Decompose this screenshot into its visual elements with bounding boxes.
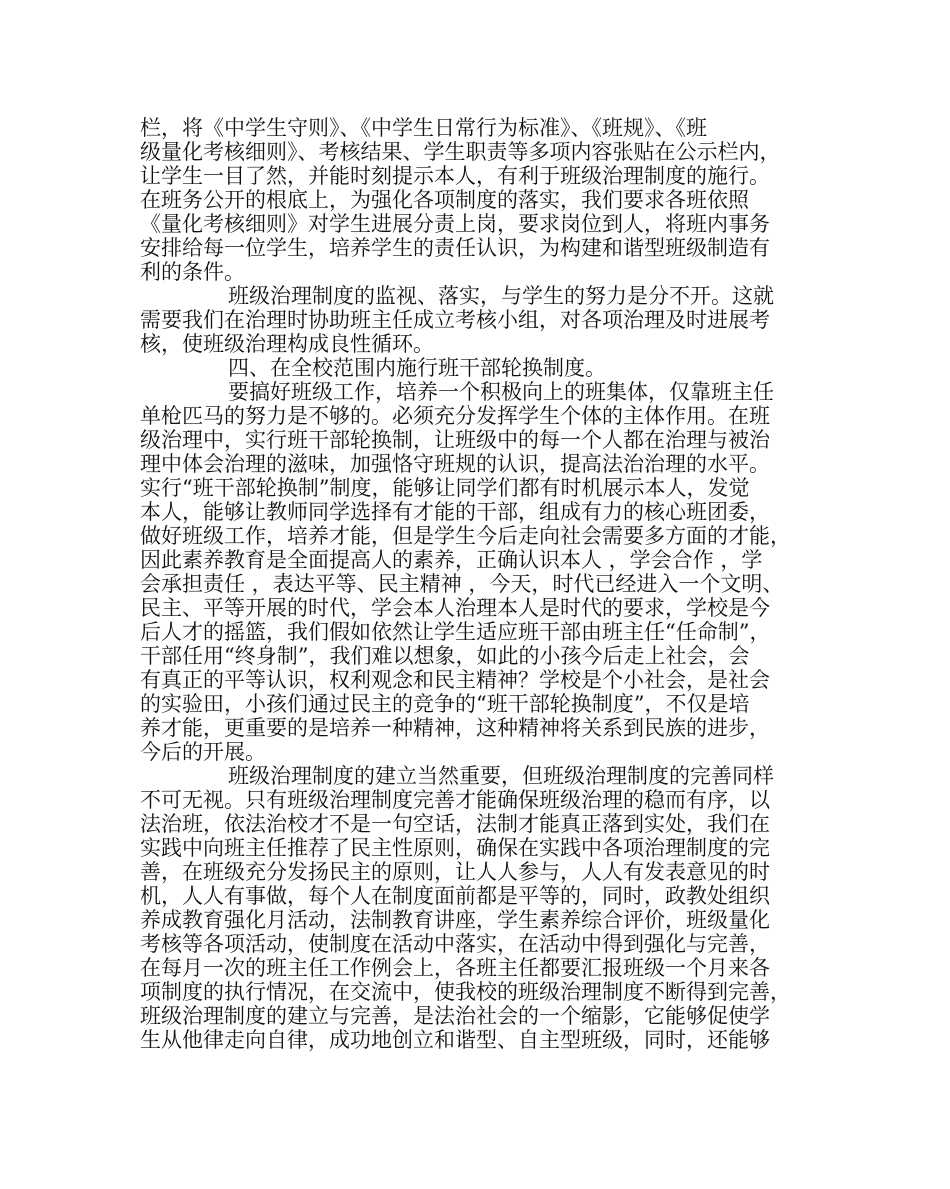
- text-line: 机，人人有事做，每个人在制度面前都是平等的，同时，政教处组织: [140, 884, 770, 908]
- text-line: 有真正的平等认识，权利观念和民主精神？学校是个小社会，是社会: [140, 668, 770, 692]
- text-line: 实践中向班主任推荐了民主性原则，确保在实践中各项治理制度的完: [140, 836, 770, 860]
- text-line: 项制度的执行情况，在交流中，使我校的班级治理制度不断得到完善，: [140, 980, 791, 1004]
- text-line: 后人才的摇篮，我们假如依然让学生适应班干部由班主任“任命制”，: [140, 620, 771, 644]
- text-line: 法治班，依法治校才不是一句空话，法制才能真正落到实处，我们在: [140, 812, 770, 836]
- text-line: 单枪匹马的努力是不够的。必须充分发挥学生个体的主体作用。在班: [140, 404, 770, 428]
- text-line: 级量化考核细则》、考核结果、学生职责等多项内容张贴在公示栏内，: [140, 140, 781, 164]
- text-line: 四、在全校范围内施行班干部轮换制度。: [228, 356, 606, 380]
- text-line: 因此素养教育是全面提高人的素养，正确认识本人 ，学会合作 ，学: [140, 548, 763, 572]
- text-line: 栏，将《中学生守则》、《中学生日常行为标准》、《班规》、《班: [140, 116, 707, 140]
- text-line: 养才能，更重要的是培养一种精神，这种精神将关系到民族的进步，: [140, 716, 770, 740]
- text-line: 今后的开展。: [140, 740, 266, 764]
- text-line: 会承担责任 ，表达平等、民主精神 ，今天，时代已经进入一个文明、: [140, 572, 784, 596]
- text-line: 理中体会治理的滋味，加强恪守班规的认识，提高法治治理的水平。: [140, 452, 770, 476]
- text-line: 民主、平等开展的时代，学会本人治理本人是时代的要求，学校是今: [140, 596, 770, 620]
- text-line: 让学生一目了然，并能时刻提示本人，有利于班级治理制度的施行。: [140, 164, 770, 188]
- text-line: 利的条件。: [140, 260, 245, 284]
- text-line: 考核等各项活动，使制度在活动中落实，在活动中得到强化与完善，: [140, 932, 770, 956]
- text-line: 本人，能够让教师同学选择有才能的干部，组成有力的核心班团委，: [140, 500, 770, 524]
- document-page: [140, 116, 830, 1052]
- text-line: 在每月一次的班主任工作例会上，各班主任都要汇报班级一个月来各: [140, 956, 770, 980]
- text-line: 《量化考核细则》对学生进展分责上岗，要求岗位到人，将班内事务: [140, 212, 770, 236]
- text-line: 善，在班级充分发扬民主的原则，让人人参与，人人有发表意见的时: [140, 860, 770, 884]
- text-line: 班级治理制度的建立与完善，是法治社会的一个缩影，它能够促使学: [140, 1004, 770, 1028]
- text-line: 班级治理制度的建立当然重要，但班级治理制度的完善同样: [228, 764, 774, 788]
- text-line: 生从他律走向自律，成功地创立和谐型、自主型班级，同时，还能够: [140, 1028, 770, 1052]
- text-line: 需要我们在治理时协助班主任成立考核小组，对各项治理及时进展考: [140, 308, 770, 332]
- text-line: 班级治理制度的监视、落实，与学生的努力是分不开。这就: [228, 284, 774, 308]
- text-line: 要搞好班级工作，培养一个积极向上的班集体，仅靠班主任: [228, 380, 774, 404]
- text-line: 不可无视。只有班级治理制度完善才能确保班级治理的稳而有序，以: [140, 788, 770, 812]
- text-line: 干部任用“终身制”，我们难以想象，如此的小孩今后走上社会，会: [140, 644, 750, 668]
- text-line: 做好班级工作，培养才能，但是学生今后走向社会需要多方面的才能，: [140, 524, 791, 548]
- text-line: 安排给每一位学生，培养学生的责任认识，为构建和谐型班级制造有: [140, 236, 770, 260]
- text-line: 实行“班干部轮换制”制度，能够让同学们都有时机展示本人，发觉: [140, 476, 750, 500]
- text-line: 核，使班级治理构成良性循环。: [140, 332, 434, 356]
- text-line: 的实验田，小孩们通过民主的竞争的“班干部轮换制度”，不仅是培: [140, 692, 750, 716]
- text-line: 级治理中，实行班干部轮换制，让班级中的每一个人都在治理与被治: [140, 428, 770, 452]
- text-line: 在班务公开的根底上，为强化各项制度的落实，我们要求各班依照: [140, 188, 749, 212]
- text-line: 养成教育强化月活动，法制教育讲座，学生素养综合评价，班级量化: [140, 908, 770, 932]
